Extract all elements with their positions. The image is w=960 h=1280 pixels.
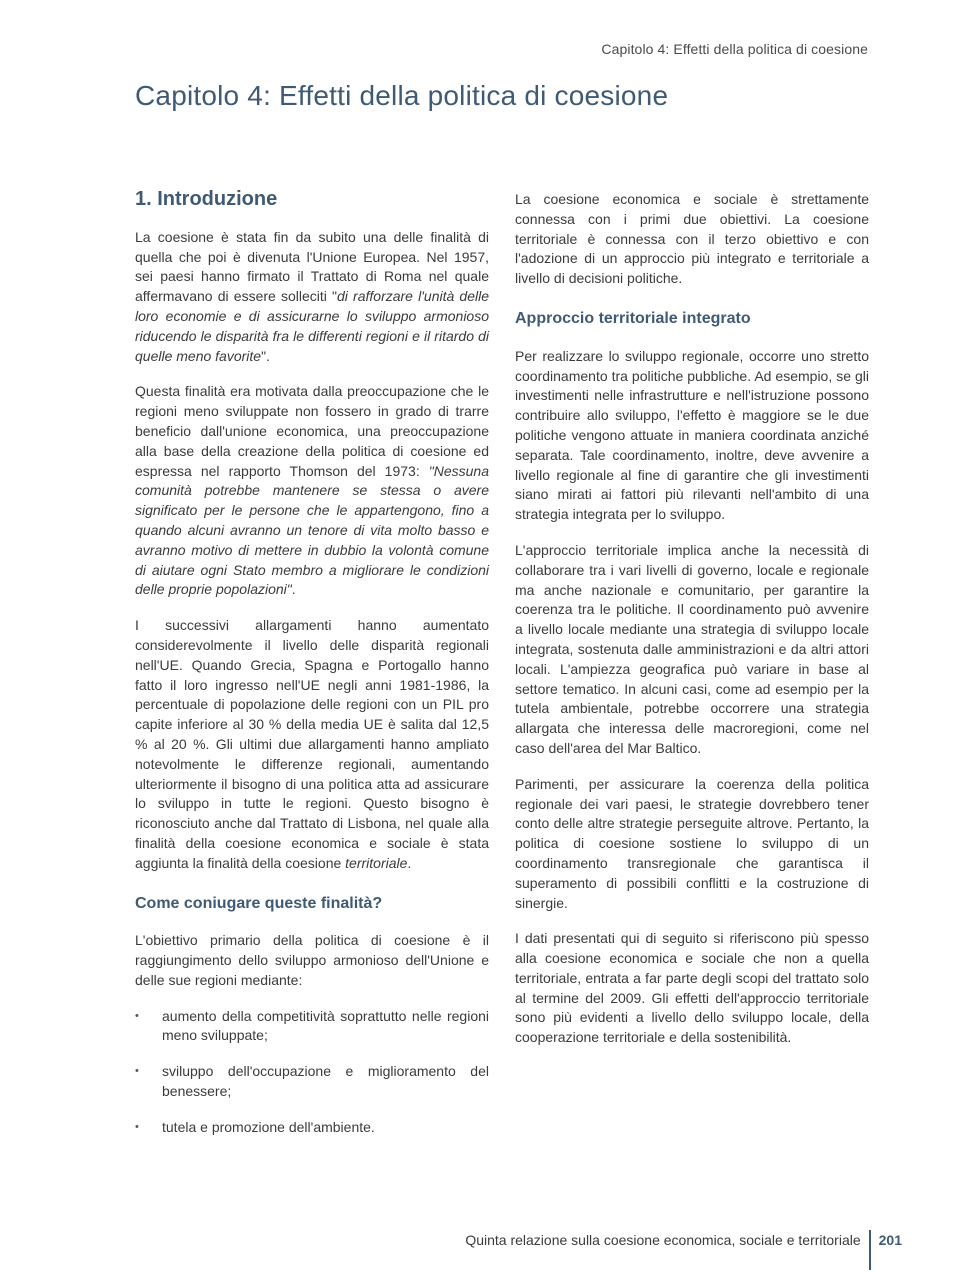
bullet-list [135,1007,489,1138]
paragraph: I dati presentati qui di seguito si riferiscono più spesso alla coesione economica e sociale che non a quella territoriale, entrata a far parte degli scopi del trattato solo al termine del 2009. Gli effetti dell'approccio territoriale sono più evidenti a livello dello sviluppo locale, della cooperazione territoriale e della sostenibilità. [515,930,869,1046]
paragraph: La coesione è stata fin da subito una delle finalità di quella che poi è divenuta l'Unione Europea. Nel 1957, sei paesi hanno firmato il Trattato di Roma nel quale affermavano di essere solleciti "di rafforzare l'unità delle loro economie e di assicurarne lo sviluppo armonioso riducendo le disparità fra le differenti regioni e il ritardo di quelle meno favorite". [135,228,489,364]
running-header: Capitolo 4: Effetti della politica di coesione [601,41,868,57]
right-column [515,190,869,1064]
paragraph: Questa finalità era motivata dalla preoccupazione che le regioni meno sviluppate non fossero in grado di trarre beneficio dall'unione economica, una preoccupazione alla base della creazione della politica di coesione ed espressa nel rapporto Thomson del 1973: "Nessuna comunità potrebbe mantenere se stessa o avere significato per le persone che le appartengono, fino a quando alcuni avranno un tenore di vita molto basso e avranno motivo di mettere in dubbio la volontà comune di aiutare ogni Stato membro a migliorare le condizioni delle proprie popolazioni". [135,383,489,598]
paragraph: L'obiettivo primario della politica di coesione è il raggiungimento dello sviluppo armonioso dell'Unione e delle sue regioni mediante: [135,932,489,988]
paragraph: Per realizzare lo sviluppo regionale, occorre uno stretto coordinamento tra politiche pubbliche. Ad esempio, se gli investimenti nelle infrastrutture e nell'istruzione possono contribuire allo sviluppo, l'effetto è maggiore se le due politiche vengono attuate in maniera coordinata anziché separata. Tale coordinamento, inoltre, deve avvenire a livello regionale al fine di garantire che gli investimenti siano mirati ai fattori più rilevanti nell'ambito di una strategia integrata per lo sviluppo. [515,347,869,523]
page-footer [465,1230,902,1274]
chapter-title: Capitolo 4: Effetti della politica di coesione [135,80,669,111]
footer-divider [869,1230,871,1270]
subsection-heading: Come coniugare queste finalità? [135,894,383,912]
bullet-icon: • [135,1009,139,1022]
subsection-heading: Approccio territoriale integrato [515,309,751,327]
bullet-icon: • [135,1120,139,1133]
bullet-icon: • [135,1065,139,1078]
paragraph: L'approccio territoriale implica anche la necessità di collaborare tra i vari livelli di governo, locale e regionale ma anche nazionale e comunitario, per garantire la coerenza tra le politiche. Il coordinamento può avvenire a livello locale mediante una strategia di sviluppo locale integrata, sostenuta dalle amministrazioni e da altri attori locali. L'ampiezza geografica può variare in base al settore tematico. In alcuni casi, come ad esempio per la tutela ambientale, potrebbe occorrere una strategia allargata che interessa delle macroregioni, come nel caso dell'area del Mar Baltico. [515,541,869,756]
list-item: • aumento della competitività soprattutto nelle regioni meno sviluppate; [135,1007,489,1044]
page-number: 201 [878,1232,902,1248]
paragraph: Parimenti, per assicurare la coerenza della politica regionale dei vari paesi, le strategie dovrebbero tener conto delle altre strategie perseguite altrove. Pertanto, la politica di coesione sostiene lo sviluppo di un coordinamento transregionale che garantisca il superamento di possibili conflitti e la costruzione di sinergie. [515,775,869,911]
list-item: • sviluppo dell'occupazione e miglioramento del benessere; [135,1063,489,1100]
section-heading: 1. Introduzione [135,188,278,210]
list-item: • tutela e promozione dell'ambiente. [135,1118,489,1138]
left-column [135,190,489,1154]
paragraph: La coesione economica e sociale è strettamente connessa con i primi due obiettivi. La coesione territoriale è connessa con il terzo obiettivo e con l'adozione di un approccio più integrato e territoriale a livello di decisioni politiche. [515,191,869,287]
paragraph: I successivi allargamenti hanno aumentato considerevolmente il livello delle disparità regionali nell'UE. Quando Grecia, Spagna e Portogallo hanno fatto il loro ingresso nell'UE negli anni 1981-1986, la percentuale di popolazione delle regioni con un PIL pro capite inferiore al 30 % della media UE è salita dal 12,5 % al 20 %. Gli ultimi due allargamenti hanno ampliato notevolmente le differenze regionali, aumentando ulteriormente il bisogno di una politica atta ad assicurare lo sviluppo in tutte le regioni. Questo bisogno è riconosciuto anche dal Trattato di Lisbona, nel quale alla finalità della coesione economica e sociale è stata aggiunta la finalità della coesione territoriale. [135,617,489,871]
footer-title: Quinta relazione sulla coesione economica, sociale e territoriale [465,1232,861,1248]
